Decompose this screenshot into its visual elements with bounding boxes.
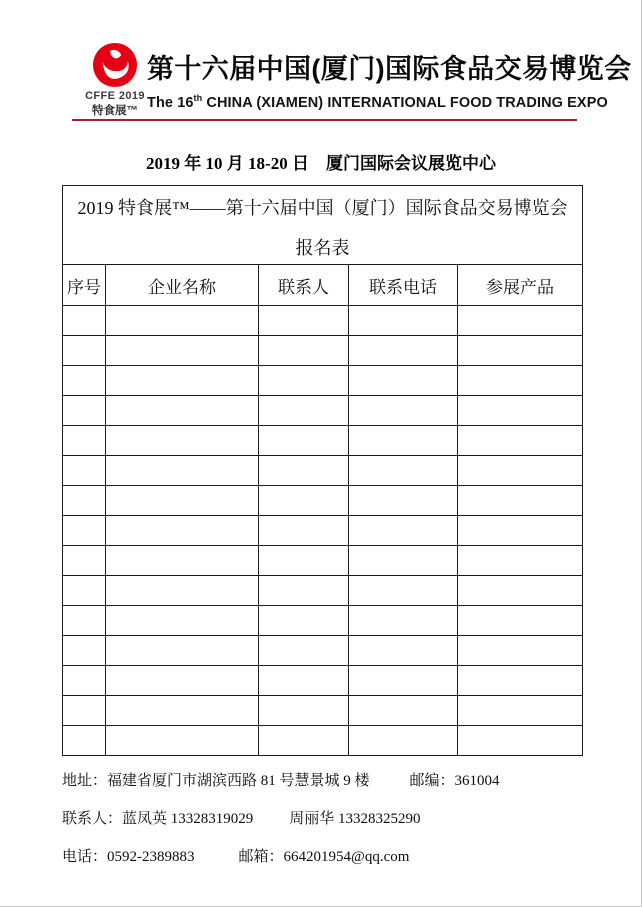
form-input-cell[interactable] <box>458 396 583 426</box>
contact-person-2: 周丽华 13328325290 <box>289 811 421 827</box>
form-input-cell[interactable] <box>63 666 106 696</box>
form-input-cell[interactable] <box>63 576 106 606</box>
masthead <box>147 47 632 111</box>
form-title-row <box>63 186 583 265</box>
form-empty-row <box>63 666 583 696</box>
registration-form-table <box>62 185 583 756</box>
form-empty-row <box>63 696 583 726</box>
form-input-cell[interactable] <box>349 696 458 726</box>
form-input-cell[interactable] <box>106 306 259 336</box>
form-input-cell[interactable] <box>349 306 458 336</box>
form-header-row <box>63 265 583 306</box>
form-input-cell[interactable] <box>349 546 458 576</box>
form-input-cell[interactable] <box>63 486 106 516</box>
form-input-cell[interactable] <box>349 516 458 546</box>
form-empty-row <box>63 306 583 336</box>
form-input-cell[interactable] <box>106 336 259 366</box>
address-line <box>62 771 500 792</box>
form-input-cell[interactable] <box>349 636 458 666</box>
form-input-cell[interactable] <box>106 516 259 546</box>
form-input-cell[interactable] <box>106 696 259 726</box>
expo-title-en-rest: CHINA (XIAMEN) INTERNATIONAL FOOD TRADING EXPO <box>202 94 608 111</box>
expo-title-en <box>147 93 632 111</box>
form-input-cell[interactable] <box>349 456 458 486</box>
form-input-cell[interactable] <box>259 336 349 366</box>
form-input-cell[interactable] <box>349 666 458 696</box>
email-text: 邮箱：664201954@qq.com <box>238 849 410 865</box>
form-input-cell[interactable] <box>259 366 349 396</box>
form-empty-row <box>63 726 583 756</box>
ordinal-superscript: th <box>193 93 203 103</box>
form-empty-row <box>63 636 583 666</box>
logo-text-teshizhan: 特食展™ <box>92 105 138 117</box>
form-input-cell[interactable] <box>458 486 583 516</box>
form-empty-row <box>63 336 583 366</box>
form-input-cell[interactable] <box>349 336 458 366</box>
form-input-cell[interactable] <box>259 456 349 486</box>
form-input-cell[interactable] <box>259 306 349 336</box>
form-input-cell[interactable] <box>63 366 106 396</box>
form-input-cell[interactable] <box>63 726 106 756</box>
form-input-cell[interactable] <box>63 606 106 636</box>
form-input-cell[interactable] <box>349 396 458 426</box>
form-title-line1: 2019 特食展™——第十六届中国（厦门）国际食品交易博览会 <box>77 198 568 218</box>
form-input-cell[interactable] <box>259 396 349 426</box>
form-input-cell[interactable] <box>458 546 583 576</box>
form-title-line2: 报名表 <box>295 238 350 258</box>
form-input-cell[interactable] <box>349 486 458 516</box>
form-input-cell[interactable] <box>259 516 349 546</box>
form-input-cell[interactable] <box>106 606 259 636</box>
form-empty-row <box>63 486 583 516</box>
form-input-cell[interactable] <box>349 366 458 396</box>
form-input-cell[interactable] <box>349 576 458 606</box>
address-text: 地址：福建省厦门市湖滨西路 81 号慧景城 9 楼 <box>62 773 370 789</box>
form-input-cell[interactable] <box>63 696 106 726</box>
column-header-company: 企业名称 <box>106 265 259 306</box>
form-input-cell[interactable] <box>458 456 583 486</box>
form-input-cell[interactable] <box>259 636 349 666</box>
postcode-text: 邮编：361004 <box>409 773 500 789</box>
form-empty-row <box>63 606 583 636</box>
form-input-cell[interactable] <box>458 306 583 336</box>
form-input-cell[interactable] <box>106 666 259 696</box>
form-input-cell[interactable] <box>63 546 106 576</box>
form-input-cell[interactable] <box>458 426 583 456</box>
form-input-cell[interactable] <box>259 666 349 696</box>
form-input-cell[interactable] <box>458 636 583 666</box>
form-input-cell[interactable] <box>63 456 106 486</box>
form-input-cell[interactable] <box>458 516 583 546</box>
form-input-cell[interactable] <box>259 576 349 606</box>
form-title-cell <box>63 186 583 265</box>
form-input-cell[interactable] <box>458 666 583 696</box>
masthead-divider-rule <box>72 119 577 121</box>
form-empty-row <box>63 366 583 396</box>
form-input-cell[interactable] <box>458 366 583 396</box>
expo-title-cn: 第十六届中国(厦门)国际食品交易博览会 <box>147 54 632 84</box>
form-input-cell[interactable] <box>106 456 259 486</box>
form-input-cell[interactable] <box>106 366 259 396</box>
form-input-cell[interactable] <box>106 486 259 516</box>
form-empty-row <box>63 456 583 486</box>
form-input-cell[interactable] <box>259 726 349 756</box>
column-header-products: 参展产品 <box>458 265 583 306</box>
form-input-cell[interactable] <box>349 606 458 636</box>
phone-email-line <box>62 847 500 868</box>
form-input-cell[interactable] <box>458 696 583 726</box>
form-input-cell[interactable] <box>106 726 259 756</box>
form-empty-row <box>63 546 583 576</box>
form-input-cell[interactable] <box>349 426 458 456</box>
form-input-cell[interactable] <box>259 696 349 726</box>
form-input-cell[interactable] <box>63 336 106 366</box>
form-input-cell[interactable] <box>458 726 583 756</box>
form-input-cell[interactable] <box>458 576 583 606</box>
form-empty-row <box>63 576 583 606</box>
form-input-cell[interactable] <box>63 306 106 336</box>
form-input-cell[interactable] <box>106 636 259 666</box>
expo-title-en-prefix: The 16 <box>147 94 194 111</box>
column-header-contact: 联系人 <box>259 265 349 306</box>
form-input-cell[interactable] <box>458 606 583 636</box>
form-table-body <box>63 186 583 756</box>
form-input-cell[interactable] <box>106 426 259 456</box>
form-input-cell[interactable] <box>259 426 349 456</box>
contacts-line <box>62 809 500 830</box>
form-empty-row <box>63 426 583 456</box>
form-input-cell[interactable] <box>63 516 106 546</box>
form-input-cell[interactable] <box>63 636 106 666</box>
contact-person-1: 联系人：蓝凤英 13328319029 <box>62 811 254 827</box>
form-input-cell[interactable] <box>63 426 106 456</box>
form-input-cell[interactable] <box>259 546 349 576</box>
form-input-cell[interactable] <box>259 606 349 636</box>
column-header-seq: 序号 <box>63 265 106 306</box>
form-input-cell[interactable] <box>458 336 583 366</box>
form-input-cell[interactable] <box>106 546 259 576</box>
form-empty-row <box>63 516 583 546</box>
form-input-cell[interactable] <box>106 396 259 426</box>
form-input-cell[interactable] <box>63 396 106 426</box>
form-input-cell[interactable] <box>259 486 349 516</box>
form-empty-row <box>63 396 583 426</box>
form-input-cell[interactable] <box>349 726 458 756</box>
event-date-venue: 2019 年 10 月 18-20 日 厦门国际会议展览中心 <box>146 154 496 173</box>
contact-info-block <box>62 771 500 885</box>
cffe-bowl-logo-icon <box>92 42 138 88</box>
form-input-cell[interactable] <box>106 576 259 606</box>
phone-text: 电话：0592-2389883 <box>62 849 195 865</box>
column-header-phone: 联系电话 <box>349 265 458 306</box>
logo-text-cffe: CFFE 2019 <box>85 90 145 102</box>
